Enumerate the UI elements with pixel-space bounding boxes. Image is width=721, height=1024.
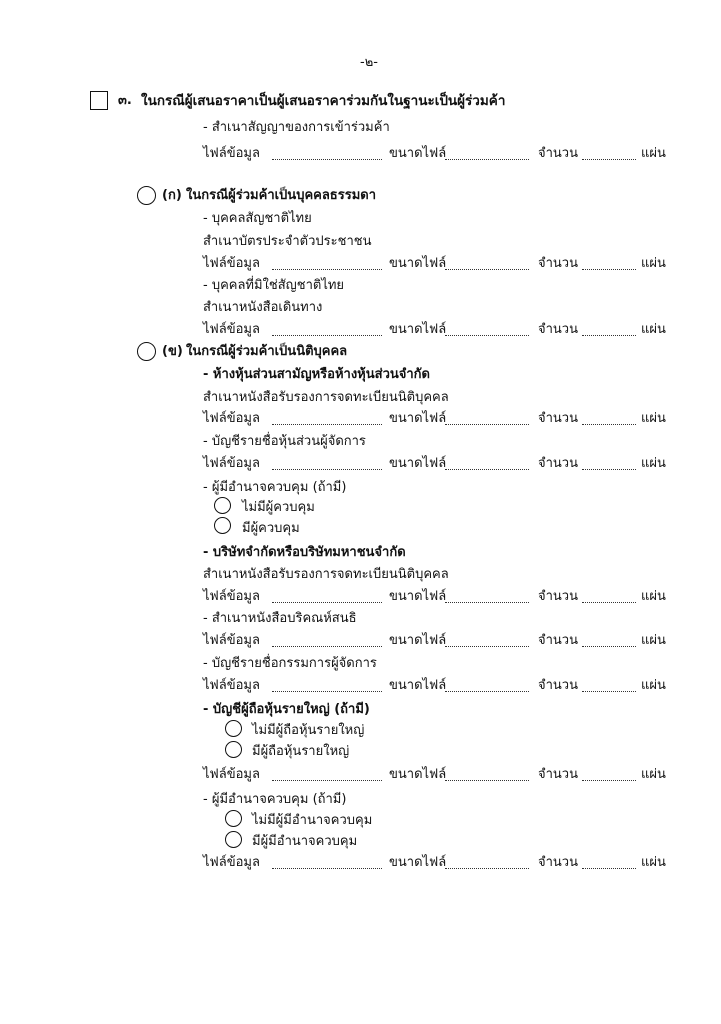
non-thai-label: - บุคคลที่มิใช่สัญชาติไทย bbox=[203, 278, 345, 293]
thai-person-label: - บุคคลสัญชาติไทย bbox=[203, 211, 312, 226]
file-name-blank[interactable] bbox=[272, 691, 382, 692]
file-label: ไฟล์ข้อมูล bbox=[203, 589, 260, 604]
no-shareholder-radio[interactable] bbox=[225, 720, 242, 737]
size-label: ขนาดไฟล์ bbox=[389, 678, 447, 693]
has-shareholder-radio[interactable] bbox=[225, 741, 242, 758]
file-size-blank[interactable] bbox=[445, 780, 529, 781]
count-label: จำนวน bbox=[538, 456, 578, 471]
sheets-label: แผ่น bbox=[641, 146, 666, 161]
page-count-blank[interactable] bbox=[582, 868, 636, 869]
file-label: ไฟล์ข้อมูล bbox=[203, 456, 260, 471]
file-size-blank[interactable] bbox=[445, 868, 529, 869]
reg-cert-1-label: สำเนาหนังสือรับรองการจดทะเบียนนิติบุคคล bbox=[203, 390, 449, 405]
file-name-blank[interactable] bbox=[272, 335, 382, 336]
memorandum-label: - สำเนาหนังสือบริคณห์สนธิ bbox=[203, 611, 357, 626]
file-name-blank[interactable] bbox=[272, 780, 382, 781]
count-label: จำนวน bbox=[538, 855, 578, 870]
company-heading: - บริษัทจำกัดหรือบริษัทมหาชนจำกัด bbox=[203, 545, 406, 560]
size-label: ขนาดไฟล์ bbox=[389, 589, 447, 604]
reg-cert-2-label: สำเนาหนังสือรับรองการจดทะเบียนนิติบุคคล bbox=[203, 567, 449, 582]
file-label: ไฟล์ข้อมูล bbox=[203, 678, 260, 693]
size-label: ขนาดไฟล์ bbox=[389, 456, 447, 471]
file-label: ไฟล์ข้อมูล bbox=[203, 855, 260, 870]
size-label: ขนาดไฟล์ bbox=[389, 767, 447, 782]
has-controller-1-radio[interactable] bbox=[214, 517, 231, 534]
file-size-blank[interactable] bbox=[445, 602, 529, 603]
file-name-blank[interactable] bbox=[272, 159, 382, 160]
file-label: ไฟล์ข้อมูล bbox=[203, 256, 260, 271]
size-label: ขนาดไฟล์ bbox=[389, 855, 447, 870]
page-count-blank[interactable] bbox=[582, 469, 636, 470]
file-label: ไฟล์ข้อมูล bbox=[203, 633, 260, 648]
has-controller-1-label: มีผู้ควบคุม bbox=[242, 521, 300, 536]
file-size-blank[interactable] bbox=[445, 269, 529, 270]
file-name-blank[interactable] bbox=[272, 424, 382, 425]
shareholders-heading: - บัญชีผู้ถือหุ้นรายใหญ่ (ถ้ามี) bbox=[203, 702, 370, 717]
page-count-blank[interactable] bbox=[582, 269, 636, 270]
individual-radio[interactable] bbox=[137, 186, 156, 205]
file-size-blank[interactable] bbox=[445, 335, 529, 336]
section-3-checkbox[interactable] bbox=[90, 91, 108, 110]
page-count-blank[interactable] bbox=[582, 691, 636, 692]
file-size-blank[interactable] bbox=[445, 424, 529, 425]
section-3-title: ในกรณีผู้เสนอราคาเป็นผู้เสนอราคาร่วมกันในฐานะเป็นผู้ร่วมค้า bbox=[141, 93, 506, 109]
id-card-label: สำเนาบัตรประจำตัวประชาชน bbox=[203, 234, 372, 249]
no-controller-1-label: ไม่มีผู้ควบคุม bbox=[242, 500, 315, 515]
has-shareholder-label: มีผู้ถือหุ้นรายใหญ่ bbox=[252, 744, 350, 759]
sub-b-title: ในกรณีผู้ร่วมค้าเป็นนิติบุคคล bbox=[186, 344, 348, 359]
file-size-blank[interactable] bbox=[445, 159, 529, 160]
count-label: จำนวน bbox=[538, 767, 578, 782]
partnership-heading: - ห้างหุ้นส่วนสามัญหรือห้างหุ้นส่วนจำกัด bbox=[203, 367, 430, 382]
sheets-label: แผ่น bbox=[641, 855, 666, 870]
no-controller-2-label: ไม่มีผู้มีอำนาจควบคุม bbox=[252, 813, 373, 828]
passport-label: สำเนาหนังสือเดินทาง bbox=[203, 300, 323, 315]
sheets-label: แผ่น bbox=[641, 411, 666, 426]
page-count-blank[interactable] bbox=[582, 646, 636, 647]
sheets-label: แผ่น bbox=[641, 322, 666, 337]
sheets-label: แผ่น bbox=[641, 678, 666, 693]
no-shareholder-label: ไม่มีผู้ถือหุ้นรายใหญ่ bbox=[252, 723, 365, 738]
controller-1-label: - ผู้มีอำนาจควบคุม (ถ้ามี) bbox=[203, 480, 347, 495]
sheets-label: แผ่น bbox=[641, 633, 666, 648]
page-count-blank[interactable] bbox=[582, 780, 636, 781]
size-label: ขนาดไฟล์ bbox=[389, 411, 447, 426]
file-label: ไฟล์ข้อมูล bbox=[203, 146, 260, 161]
count-label: จำนวน bbox=[538, 633, 578, 648]
count-label: จำนวน bbox=[538, 322, 578, 337]
file-label: ไฟล์ข้อมูล bbox=[203, 411, 260, 426]
count-label: จำนวน bbox=[538, 146, 578, 161]
file-name-blank[interactable] bbox=[272, 646, 382, 647]
no-controller-1-radio[interactable] bbox=[214, 497, 231, 514]
file-name-blank[interactable] bbox=[272, 269, 382, 270]
sub-a-title: ในกรณีผู้ร่วมค้าเป็นบุคคลธรรมดา bbox=[186, 188, 377, 203]
page-count-blank[interactable] bbox=[582, 159, 636, 160]
count-label: จำนวน bbox=[538, 411, 578, 426]
file-name-blank[interactable] bbox=[272, 868, 382, 869]
sheets-label: แผ่น bbox=[641, 456, 666, 471]
page-count-blank[interactable] bbox=[582, 335, 636, 336]
size-label: ขนาดไฟล์ bbox=[389, 146, 447, 161]
juristic-radio[interactable] bbox=[137, 342, 156, 361]
count-label: จำนวน bbox=[538, 256, 578, 271]
page-count-blank[interactable] bbox=[582, 602, 636, 603]
sheets-label: แผ่น bbox=[641, 589, 666, 604]
size-label: ขนาดไฟล์ bbox=[389, 322, 447, 337]
file-label: ไฟล์ข้อมูล bbox=[203, 322, 260, 337]
controller-2-label: - ผู้มีอำนาจควบคุม (ถ้ามี) bbox=[203, 792, 347, 807]
page-count-blank[interactable] bbox=[582, 424, 636, 425]
sub-a-marker: (ก) bbox=[162, 188, 182, 203]
sub-b-marker: (ข) bbox=[162, 344, 183, 359]
size-label: ขนาดไฟล์ bbox=[389, 256, 447, 271]
sheets-label: แผ่น bbox=[641, 767, 666, 782]
directors-list-label: - บัญชีรายชื่อกรรมการผู้จัดการ bbox=[203, 656, 377, 671]
file-label: ไฟล์ข้อมูล bbox=[203, 767, 260, 782]
file-size-blank[interactable] bbox=[445, 646, 529, 647]
contract-copy-label: - สำเนาสัญญาของการเข้าร่วมค้า bbox=[203, 120, 390, 135]
sheets-label: แผ่น bbox=[641, 256, 666, 271]
file-size-blank[interactable] bbox=[445, 469, 529, 470]
no-controller-2-radio[interactable] bbox=[225, 810, 242, 827]
file-name-blank[interactable] bbox=[272, 469, 382, 470]
page-number: -๒- bbox=[360, 55, 378, 70]
has-controller-2-label: มีผู้มีอำนาจควบคุม bbox=[252, 834, 358, 849]
file-size-blank[interactable] bbox=[445, 691, 529, 692]
size-label: ขนาดไฟล์ bbox=[389, 633, 447, 648]
partners-list-label: - บัญชีรายชื่อหุ้นส่วนผู้จัดการ bbox=[203, 434, 366, 449]
file-name-blank[interactable] bbox=[272, 602, 382, 603]
has-controller-2-radio[interactable] bbox=[225, 831, 242, 848]
count-label: จำนวน bbox=[538, 678, 578, 693]
section-3-number: ๓. bbox=[118, 93, 132, 108]
count-label: จำนวน bbox=[538, 589, 578, 604]
